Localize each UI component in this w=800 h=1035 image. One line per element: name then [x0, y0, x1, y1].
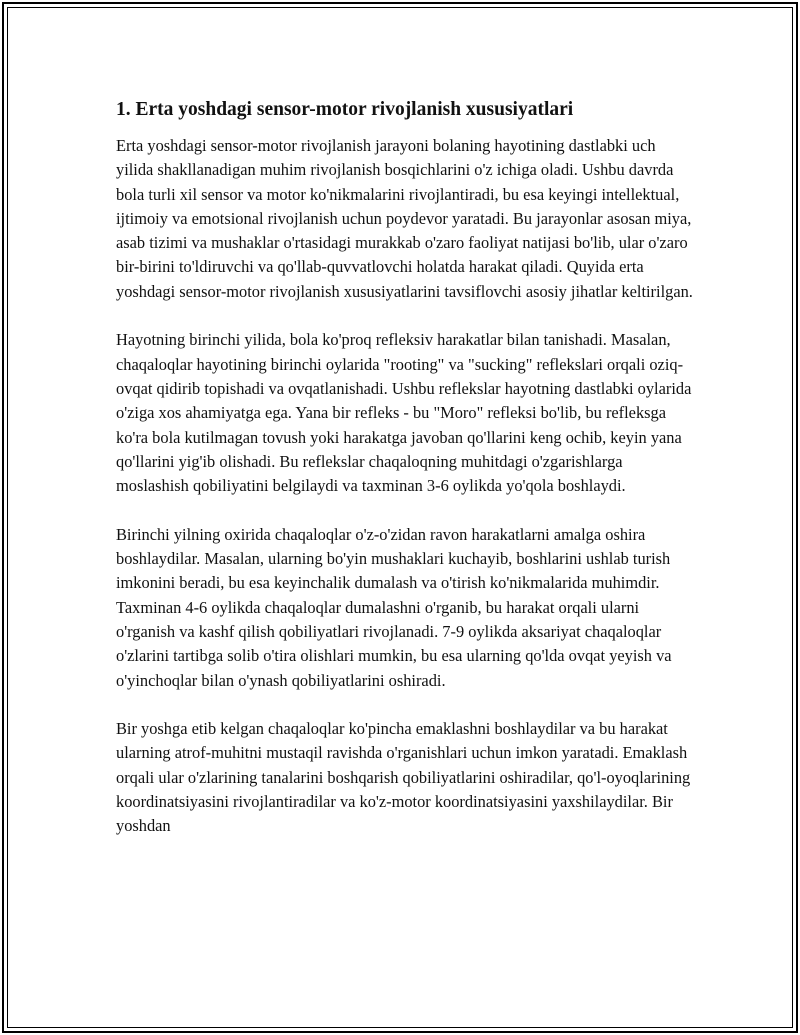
paragraph-intro: Erta yoshdagi sensor-motor rivojlanish jarayoni bolaning hayotining dastlabki uch yilida shakllanadigan muhim rivojlanish bosqichlarini o'z ichiga oladi. Ushbu davrda bola turli xil sensor va motor ko'nikmalarini rivojlantiradi, bu esa keyingi intellektual, ijtimoiy va emotsional rivojlanish uchun poydevor yaratadi. Bu jarayonlar asosan miya, asab tizimi va mushaklar o'rtasidagi murakkab o'zaro faoliyat natijasi bo'lib, ular o'zaro bir-birini to'ldiruvchi va qo'llab-quvvatlovchi holatda harakat qiladi. Quyida erta yoshdagi sensor-motor rivojlanish xususiyatlarini tavsiflovchi asosiy jihatlar keltirilgan.	[116, 136, 693, 301]
document-body	[116, 96, 696, 863]
paragraph-reflexes: Hayotning birinchi yilida, bola ko'proq refleksiv harakatlar bilan tanishadi. Masalan, chaqaloqlar hayotining birinchi oylarida "rooting" va "sucking" reflekslari orqali oziq-ovqat qidirib topishadi va ovqatlanishadi. Ushbu reflekslar hayotning dastlabki oylarida o'ziga xos ahamiyatga ega. Yana bir refleks - bu "Moro" refleksi bo'lib, bu refleksga ko'ra bola kutilmagan tovush yoki harakatga javoban qo'llarini keng ochib, keyin yana qo'llarini yig'ib olishadi. Bu reflekslar chaqaloqning muhitdagi o'zgarishlarga moslashish qobiliyatini belgilaydi va taxminan 3-6 oylikda yo'qola boshlaydi.	[116, 330, 692, 496]
paragraph-first-year-movements: Birinchi yilning oxirida chaqaloqlar o'z-o'zidan ravon harakatlarni amalga oshira boshlaydilar. Masalan, ularning bo'yin mushaklari kuchayib, boshlarini ushlab turish imkonini beradi, bu esa keyinchalik dumalash va o'tirish ko'nikmalarida muhimdir. Taxminan 4-6 oylikda chaqaloqlar dumalashni o'rganib, bu harakat orqali ularni o'rganish va kashf qilish qobiliyatlari rivojlanadi. 7-9 oylikda aksariyat chaqaloqlar o'zlarini tartibga solib o'tira olishlari mumkin, bu esa ularning qo'lda ovqat yeyish va o'yinchoqlar bilan o'ynash qobiliyatlarini oshiradi.	[116, 524, 672, 690]
document-page	[2, 2, 798, 1033]
paragraph-crawling: Bir yoshga etib kelgan chaqaloqlar ko'pincha emaklashni boshlaydilar va bu harakat ularning atrof-muhitni mustaqil ravishda o'rganishlari uchun imkon yaratadi. Emaklash orqali ular o'zlarining tanalarini boshqarish qobiliyatlarini oshiradilar, qo'l-oyoqlarining koordinatsiyasini rivojlantiradilar va ko'z-motor koordinatsiyasini yaxshilaydilar. Bir yoshdan	[116, 719, 691, 836]
section-title: 1. Erta yoshdagi sensor-motor rivojlanish xususiyatlari	[116, 99, 574, 120]
